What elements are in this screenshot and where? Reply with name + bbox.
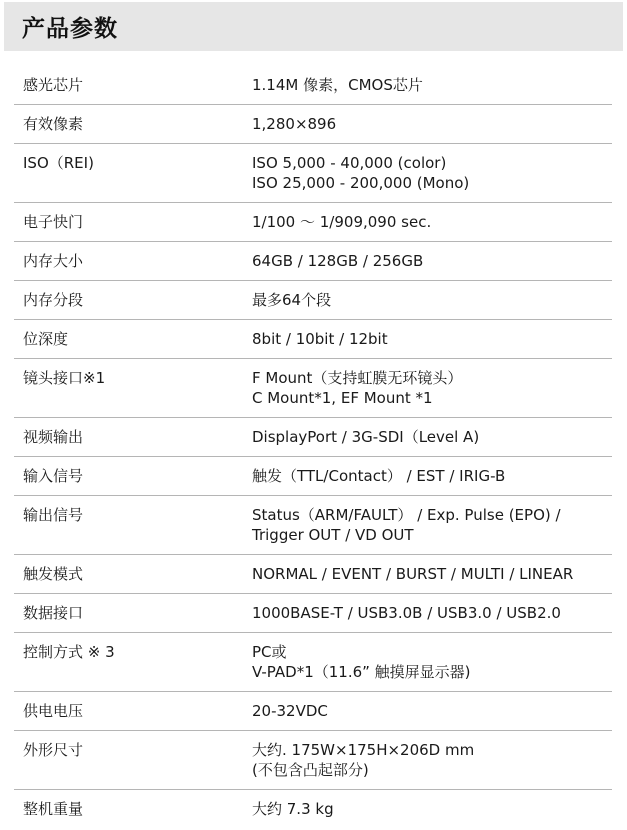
- spec-label: 触发模式: [23, 565, 84, 583]
- spec-value: [252, 642, 612, 682]
- spec-row-data-interface: [14, 594, 612, 633]
- spec-row-iso: [14, 144, 612, 203]
- spec-value-line: 64GB / 128GB / 256GB: [252, 252, 424, 270]
- spec-value: [252, 75, 612, 95]
- spec-row-effective-pixels: [14, 105, 612, 144]
- spec-value-line: 大约 7.3 kg: [252, 800, 334, 818]
- spec-label: 控制方式 ※ 3: [23, 643, 115, 661]
- spec-label: ISO（REI): [23, 154, 94, 172]
- spec-value: [252, 799, 612, 819]
- spec-value: [252, 368, 612, 408]
- spec-value-line: C Mount*1, EF Mount *1: [252, 389, 433, 407]
- spec-row-trigger-mode: [14, 555, 612, 594]
- spec-label: 数据接口: [23, 604, 84, 622]
- spec-value-line: ISO 25,000 - 200,000 (Mono): [252, 174, 470, 192]
- spec-value-line: 大约. 175W×175H×206D mm: [252, 741, 475, 759]
- spec-value-line: 8bit / 10bit / 12bit: [252, 330, 388, 348]
- spec-row-control-method: [14, 633, 612, 692]
- spec-label: 输出信号: [23, 506, 84, 524]
- spec-label: 供电电压: [23, 702, 84, 720]
- spec-label: 输入信号: [23, 467, 84, 485]
- spec-value-line: 1000BASE-T / USB3.0B / USB3.0 / USB2.0: [252, 604, 561, 622]
- spec-value-line: (不包含凸起部分): [252, 761, 369, 779]
- spec-label: 感光芯片: [23, 76, 84, 94]
- spec-value-line: V-PAD*1（11.6” 触摸屏显示器): [252, 663, 471, 681]
- spec-value-line: F Mount（支持虹膜无环镜头）: [252, 369, 463, 387]
- spec-value: [252, 505, 612, 545]
- spec-row-bit-depth: [14, 320, 612, 359]
- spec-row-input-signal: [14, 457, 612, 496]
- spec-value-line: 触发（TTL/Contact） / EST / IRIG-B: [252, 467, 506, 485]
- spec-value-line: 最多64个段: [252, 291, 332, 309]
- spec-value: [252, 153, 612, 193]
- spec-label: 内存大小: [23, 252, 84, 270]
- spec-row-output-signal: [14, 496, 612, 555]
- spec-value: [252, 701, 612, 721]
- spec-value: [252, 603, 612, 623]
- section-header: [4, 2, 623, 51]
- spec-value-line: 1/100 ～ 1/909,090 sec.: [252, 213, 432, 231]
- spec-row-dimensions: [14, 731, 612, 790]
- spec-label: 视频输出: [23, 428, 84, 446]
- spec-value-line: 1,280×896: [252, 115, 337, 133]
- spec-value: [252, 740, 612, 780]
- spec-row-video-output: [14, 418, 612, 457]
- spec-table: [14, 66, 612, 828]
- spec-value-line: DisplayPort / 3G-SDI（Level A): [252, 428, 480, 446]
- spec-label: 有效像素: [23, 115, 84, 133]
- spec-label: 外形尺寸: [23, 741, 84, 759]
- spec-value-line: PC或: [252, 643, 287, 661]
- spec-row-sensor: [14, 66, 612, 105]
- spec-value: [252, 212, 612, 232]
- spec-value-line: 1.14M 像素，CMOS芯片: [252, 76, 423, 94]
- spec-label: 电子快门: [23, 213, 84, 231]
- spec-row-memory-segments: [14, 281, 612, 320]
- spec-label: 位深度: [23, 330, 69, 348]
- spec-value-line: 20-32VDC: [252, 702, 328, 720]
- spec-row-lens-mount: [14, 359, 612, 418]
- spec-label: 内存分段: [23, 291, 84, 309]
- spec-value-line: ISO 5,000 - 40,000 (color): [252, 154, 447, 172]
- spec-value: [252, 427, 612, 447]
- spec-value: [252, 251, 612, 271]
- spec-value: [252, 564, 612, 584]
- spec-value-line: NORMAL / EVENT / BURST / MULTI / LINEAR: [252, 565, 574, 583]
- spec-value: [252, 329, 612, 349]
- spec-value-line: Trigger OUT / VD OUT: [252, 526, 414, 544]
- spec-value-line: Status（ARM/FAULT） / Exp. Pulse (EPO) /: [252, 506, 561, 524]
- spec-row-shutter: [14, 203, 612, 242]
- spec-label: 整机重量: [23, 800, 84, 818]
- spec-label: 镜头接口※1: [23, 369, 106, 387]
- spec-value: [252, 290, 612, 310]
- spec-value: [252, 466, 612, 486]
- spec-row-power-supply: [14, 692, 612, 731]
- spec-row-memory-size: [14, 242, 612, 281]
- section-title: 产品参数: [22, 16, 118, 42]
- spec-value: [252, 114, 612, 134]
- spec-row-weight: [14, 790, 612, 828]
